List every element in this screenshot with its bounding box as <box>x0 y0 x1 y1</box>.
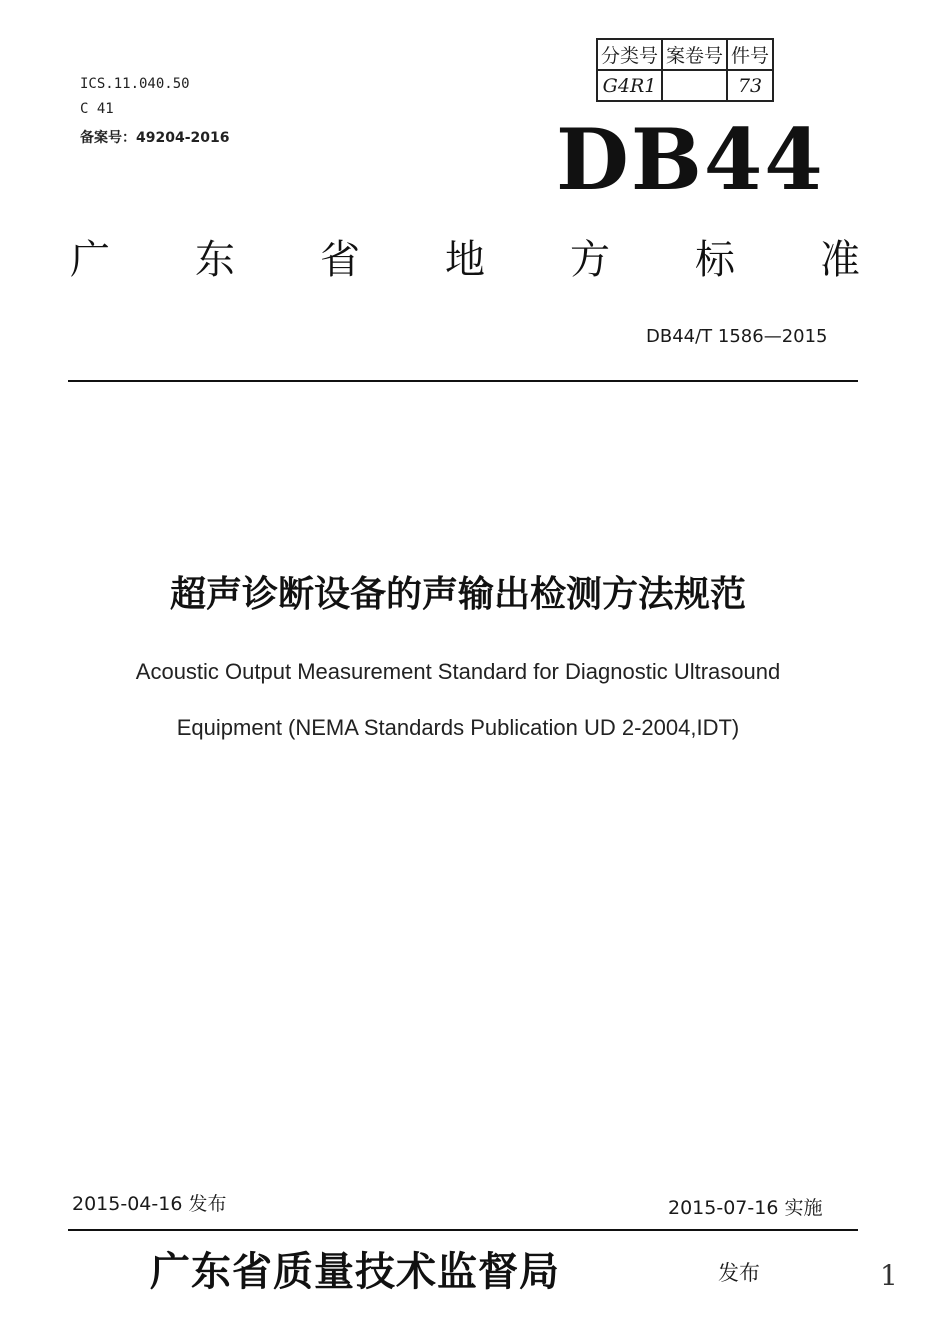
document-title-english-line2: Equipment (NEMA Standards Publication UD 2-2004,IDT) <box>176 715 740 740</box>
issue-date: 2015-04-16 发布 <box>72 1193 227 1215</box>
record-number <box>80 127 229 147</box>
standard-type-char: 标 <box>695 237 735 283</box>
archive-header-category: 分类号 <box>597 39 662 70</box>
archive-header-item: 件号 <box>727 39 773 70</box>
implementation-date: 2015-07-16 实施 <box>668 1197 823 1219</box>
archive-header-file: 案卷号 <box>662 39 727 70</box>
archive-value-file <box>662 70 727 101</box>
standard-type-char: 广 <box>70 237 110 283</box>
document-title-english-line1: Acoustic Output Measurement Standard for Diagnostic Ultrasound <box>135 659 781 684</box>
record-value: 49204-2016 <box>136 130 230 146</box>
issuing-authority: 广东省质量技术监督局 <box>150 1248 560 1295</box>
archive-value-category: G4R1 <box>597 70 662 101</box>
standard-type-char: 东 <box>195 237 235 283</box>
archive-value-item: 73 <box>727 70 773 101</box>
document-title-chinese: 超声诊断设备的声输出检测方法规范 <box>169 574 746 615</box>
standard-type-char: 省 <box>320 237 360 283</box>
standard-number: DB44/T 1586—2015 <box>646 326 828 347</box>
issuer-action: 发布 <box>718 1261 760 1285</box>
standard-type-char: 地 <box>445 237 485 283</box>
archive-table <box>596 38 774 102</box>
record-label: 备案号： <box>80 130 136 146</box>
ccs-code: C 41 <box>80 101 114 117</box>
standard-type-heading <box>70 228 860 285</box>
standard-type-char: 方 <box>570 237 610 283</box>
footer-divider <box>68 1229 858 1231</box>
db44-logo: DB44 <box>556 110 825 209</box>
page-number: 1 <box>880 1259 898 1292</box>
header-divider <box>68 380 858 382</box>
ics-code: ICS.11.040.50 <box>80 76 190 92</box>
standard-type-char: 准 <box>820 237 860 283</box>
